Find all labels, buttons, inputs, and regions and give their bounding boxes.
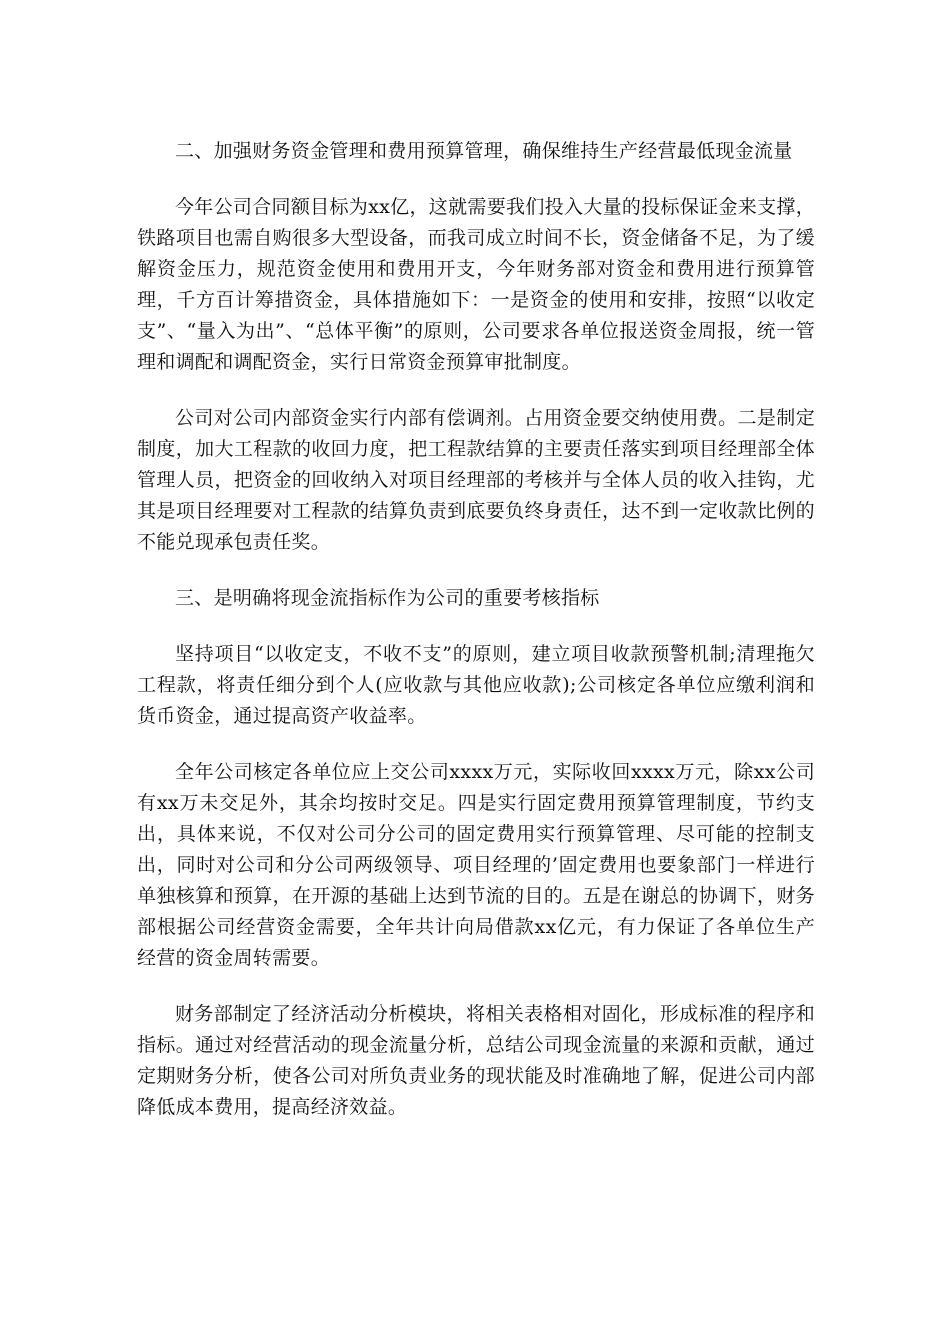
document-body — [137, 136, 815, 1148]
paragraph: 全年公司核定各单位应上交公司xxxx万元，实际收回xxxx万元，除xx公司有xx万未交足外，其余均按时交足。四是实行固定费用预算管理制度，节约支出，具体来说，不仅对公司分公司的固定费用实行预算管理、尽可能的控制支出，同时对公司和分公司两级领导、项目经理的’固定费用也要象部门一样进行单独核算和预算，在开源的基础上达到节流的目的。五是在谢总的协调下，财务部根据公司经营资金需要，全年共计向局借款xx亿元，有力保证了各单位生产经营的资金周转需要。 — [137, 761, 815, 969]
paragraph: 财务部制定了经济活动分析模块，将相关表格相对固化，形成标准的程序和指标。通过对经营活动的现金流量分析，总结公司现金流量的来源和贡献，通过定期财务分析，使各公司对所负责业务的现状能及时准确地了解，促进公司内部降低成本费用，提高经济效益。 — [137, 1003, 815, 1118]
paragraph: 坚持项目“以收定支，不收不支”的原则，建立项目收款预警机制;清理拖欠工程款，将责任细分到个人(应收款与其他应收款);公司核定各单位应缴利润和货币资金，通过提高资产收益率。 — [137, 643, 815, 727]
section-heading-3: 三、是明确将现金流指标作为公司的重要考核指标 — [175, 587, 600, 609]
paragraph: 今年公司合同额目标为xx亿，这就需要我们投入大量的投标保证金来支撑，铁路项目也需自购很多大型设备，而我司成立时间不长，资金储备不足，为了缓解资金压力，规范资金使用和费用开支，今年财务部对资金和费用进行预算管理，千方百计筹措资金，具体措施如下：一是资金的使用和安排，按照“以收定支”、“量入为出”、“总体平衡”的原则，公司要求各单位报送资金周报，统一管理和调配和调配资金，实行日常资金预算审批制度。 — [137, 196, 815, 373]
paragraph: 公司对公司内部资金实行内部有偿调剂。占用资金要交纳使用费。二是制定制度，加大工程款的收回力度，把工程款结算的主要责任落实到项目经理部全体管理人员，把资金的回收纳入对项目经理部的考核并与全体人员的收入挂钩，尤其是项目经理要对工程款的结算负责到底要负终身责任，达不到一定收款比例的不能兑现承包责任奖。 — [137, 407, 815, 553]
section-heading-2: 二、加强财务资金管理和费用预算管理，确保维持生产经营最低现金流量 — [175, 140, 793, 162]
